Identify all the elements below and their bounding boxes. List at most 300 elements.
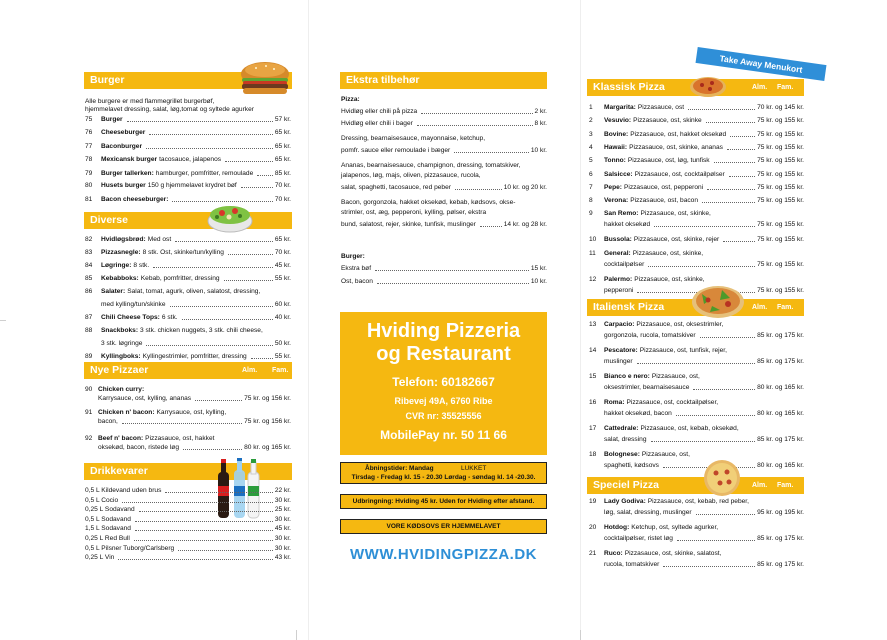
pizza-item: [604, 425, 741, 433]
item-name: Burger tallerken:: [101, 170, 154, 177]
address: Ribevej 49A, 6760 Ribe: [394, 396, 493, 406]
nye-pizzaer-title: Nye Pizzaer: [90, 364, 149, 376]
item-name: 1,5 L Sodavand: [85, 525, 131, 533]
menu-item: [101, 288, 262, 296]
drink-item: [85, 535, 291, 543]
pizza-item-cont: [604, 221, 804, 229]
burger-title: Burger: [90, 74, 125, 86]
menu-item: [101, 327, 265, 335]
pizza-item-cont: [604, 384, 804, 392]
drikkevarer-title: Drikkevarer: [90, 465, 148, 477]
item-number: 21: [589, 550, 597, 557]
dot-leader: [257, 175, 273, 176]
extra-item: [341, 120, 547, 128]
restaurant-name-2: og Restaurant: [376, 343, 511, 365]
crop-mark: [580, 630, 581, 640]
item-name: Ruco:: [604, 550, 623, 557]
item-price: 2 kr.: [534, 108, 547, 115]
pizza-image: [700, 458, 744, 498]
item-price: 75 kr. og 156 kr.: [244, 395, 291, 402]
menu-item: [101, 182, 291, 190]
pizza-item: [604, 104, 804, 112]
burger-intro: hjemmelavet dressing, salat, løg,tomat og syltede agurker: [85, 106, 254, 113]
alm-label: Alm.: [752, 84, 768, 91]
pizza-image: [690, 280, 746, 320]
dot-leader: [228, 254, 273, 255]
restaurant-info-box: [340, 312, 547, 455]
item-desc: Pizzasauce, ost, oksestrimler,: [636, 321, 724, 328]
item-name: Pizzasnegle:: [101, 249, 141, 256]
pizza-item: [604, 373, 702, 381]
item-desc: med kylling/tun/skinke: [101, 301, 166, 308]
item-number: 77: [85, 143, 93, 150]
item-number: 78: [85, 156, 93, 163]
dot-leader: [714, 162, 755, 163]
dot-leader: [127, 121, 273, 122]
item-name: Beef n' bacon:: [98, 435, 144, 442]
alm-label: Alm.: [752, 304, 768, 311]
item-desc: cocktailpølser, ristet løg: [604, 535, 673, 542]
burger-intro: Alle burgere er med flammegrillet burgerbøf,: [85, 98, 215, 105]
drink-item: [85, 506, 291, 514]
dot-leader: [729, 176, 755, 177]
pizza-item: [604, 171, 804, 179]
dot-leader: [375, 270, 529, 271]
cvr-number: CVR nr: 35525556: [405, 411, 482, 421]
item-price: 55 kr.: [274, 353, 291, 360]
dot-leader: [663, 566, 755, 567]
menu-item-cont: [98, 444, 291, 452]
item-name: San Remo:: [604, 210, 639, 218]
phone-number: Telefon: 60182667: [392, 375, 495, 389]
fam-label: Fam.: [777, 84, 794, 91]
extra-item: [341, 162, 523, 170]
dot-leader: [706, 122, 755, 123]
item-name: strimler, ost, æg, pepperoni, kylling, pølser, ekstra: [341, 209, 487, 216]
item-number: 89: [85, 353, 93, 360]
item-number: 20: [589, 524, 597, 531]
dot-leader: [688, 109, 755, 110]
item-name: Tonno:: [604, 157, 626, 165]
item-price: 8 kr.: [534, 120, 547, 127]
pizza-item: [604, 236, 804, 244]
dot-leader: [723, 241, 755, 242]
item-desc: 8 stk.: [133, 262, 150, 269]
item-number: 19: [589, 498, 597, 505]
item-desc: Salat, tomat, agurk, oliven, salatost, dressing,: [127, 288, 261, 295]
pizza-item-cont: [604, 332, 804, 340]
item-price: 45 kr.: [274, 262, 291, 269]
menu-item: [101, 170, 291, 178]
dot-leader: [135, 521, 273, 522]
dot-leader: [637, 363, 755, 364]
item-name: 0,25 L Vin: [85, 554, 115, 562]
item-number: 9: [589, 210, 593, 218]
item-name: Salsicce:: [604, 170, 633, 178]
item-name: Husets burger: [101, 182, 146, 189]
item-name: Kebabboks:: [101, 275, 139, 282]
item-price: 65 kr.: [274, 143, 291, 150]
item-price: 55 kr.: [274, 275, 291, 282]
item-name: Bianco e nero:: [604, 373, 650, 380]
dot-leader: [480, 226, 502, 227]
item-number: 2: [589, 117, 593, 125]
item-desc: 3 stk. chicken nuggets, 3 stk. chili cheese,: [140, 327, 263, 334]
extra-item: [341, 199, 517, 207]
item-desc: Pizzasauce, ost: [637, 104, 685, 111]
item-number: 10: [589, 236, 597, 244]
item-number: 14: [589, 347, 597, 354]
dot-leader: [702, 202, 755, 203]
item-desc: salat, dressing: [604, 436, 647, 443]
pizza-item-cont: [604, 535, 804, 543]
fold-line: [580, 0, 581, 640]
extra-item: [341, 108, 547, 116]
item-name: Hotdog:: [604, 524, 630, 531]
pizza-item: [604, 117, 804, 125]
dot-leader: [135, 530, 273, 531]
item-price: 95 kr. og 195 kr.: [757, 509, 804, 516]
item-price: 75 kr. og 155 kr.: [757, 117, 804, 125]
opening-hours-box: [340, 462, 547, 484]
item-price: 85 kr. og 175 kr.: [757, 535, 804, 542]
item-number: 83: [85, 249, 93, 256]
extra-item: [341, 184, 547, 192]
menu-item: [101, 262, 291, 270]
dot-leader: [178, 550, 273, 551]
item-name: Bovine:: [604, 130, 629, 138]
opening-hours-week: Tirsdag - Fredag kl. 15 - 20.30 Lørdag - søndag kl. 14 -20.30.: [351, 474, 536, 481]
item-price: 75 kr. og 155 kr.: [757, 221, 804, 229]
item-number: 91: [85, 409, 93, 416]
item-name: 0,25 L Red Bull: [85, 535, 130, 542]
pizza-item: [604, 210, 713, 218]
item-number: 17: [589, 425, 597, 432]
item-desc: Karrysauce, ost, kylling,: [156, 409, 227, 416]
item-number: 16: [589, 399, 597, 406]
item-price: 30 kr.: [274, 496, 291, 504]
item-price: 75 kr. og 155 kr.: [757, 183, 804, 191]
item-name: Snackboks:: [101, 327, 139, 334]
menu-item: [101, 236, 291, 244]
dot-leader: [134, 540, 273, 541]
drink-item: [85, 516, 291, 524]
item-desc: Pizzasauce, ost, cocktailpølser: [634, 170, 725, 178]
item-name: Hvidløg eller chili på pizza: [341, 108, 418, 115]
dot-leader: [727, 149, 755, 150]
item-number: 6: [589, 170, 593, 178]
pizza-item: [604, 250, 705, 258]
item-desc: Pizzasauce, ost,: [641, 451, 690, 458]
drink-item: [85, 497, 291, 505]
item-price: 65 kr.: [274, 156, 291, 163]
dot-leader: [153, 267, 273, 268]
item-desc: oksekød, bacon, ristede løg: [98, 444, 179, 451]
item-desc: Pizzasauce, ost, bacon: [630, 197, 698, 205]
item-price: 25 kr.: [274, 506, 291, 514]
item-price: 50 kr.: [274, 340, 291, 347]
drink-item: [85, 487, 291, 495]
item-number: 80: [85, 182, 93, 189]
menu-item: [101, 116, 291, 124]
item-desc: Pizzasauce, ost, hakket oksekød: [630, 130, 727, 138]
item-desc: pepperoni: [604, 286, 634, 294]
item-price: 10 kr.: [530, 278, 547, 285]
diverse-title: Diverse: [90, 214, 128, 226]
item-desc: Pizzasauce, ost, hakket: [145, 435, 215, 442]
pizza-item: [604, 144, 804, 152]
menu-item: [98, 386, 146, 394]
item-name: Chicken curry:: [98, 386, 145, 393]
alm-label: Alm.: [752, 482, 768, 489]
dot-leader: [149, 134, 273, 135]
pizza-item-cont: [604, 436, 804, 444]
item-name: Mexicansk burger: [101, 156, 158, 163]
pizza-item: [604, 157, 804, 165]
extra-item: [341, 278, 547, 286]
item-number: 82: [85, 236, 93, 243]
item-price: 70 kr.: [274, 196, 291, 203]
item-name: Ananas, bearnaisesauce, champignon, dressing, tomatskiver,: [341, 162, 521, 169]
item-desc: cocktailpølser: [604, 260, 645, 268]
dot-leader: [654, 226, 755, 227]
ekstra-burger-label: Burger:: [341, 253, 365, 260]
item-name: 0,5 L Kildevand uden brus: [85, 487, 162, 494]
mobilepay-number: MobilePay nr. 50 11 66: [380, 428, 507, 442]
dot-leader: [455, 189, 502, 190]
menu-item-cont: [101, 301, 291, 309]
item-desc: tacosauce, jalapenos: [159, 156, 222, 163]
menu-item-cont: [98, 418, 291, 426]
dot-leader: [225, 161, 273, 162]
item-price: 30 kr.: [274, 544, 291, 552]
dot-leader: [139, 511, 273, 512]
item-price: 40 kr.: [274, 314, 291, 321]
item-name: Hawaii:: [604, 143, 628, 151]
dot-leader: [676, 415, 755, 416]
item-desc: 150 g hjemmelavet krydret bøf: [147, 182, 237, 189]
item-number: 87: [85, 314, 93, 321]
item-name: Carpacio:: [604, 321, 635, 328]
item-name: pomfr. sauce eller remoulade i bæger: [341, 147, 451, 154]
item-price: 70 kr.: [274, 182, 291, 189]
pizza-item: [604, 524, 720, 532]
item-price: 75 kr. og 156 kr.: [244, 418, 291, 425]
item-desc: muslinger: [604, 358, 633, 365]
menu-item-cont: [98, 395, 291, 403]
item-price: 75 kr. og 155 kr.: [757, 157, 804, 165]
extra-item: [341, 135, 487, 143]
website-link[interactable]: WWW.HVIDINGPIZZA.DK: [350, 546, 537, 563]
extra-item: [341, 172, 483, 180]
menu-item: [101, 314, 291, 322]
item-price: 85 kr. og 175 kr.: [757, 436, 804, 443]
dot-leader: [251, 358, 273, 359]
item-number: 11: [589, 249, 596, 257]
item-desc: Pizzasauce, ost, skinke: [633, 117, 702, 125]
item-name: Bussola:: [604, 236, 632, 244]
menu-item: [98, 409, 228, 417]
item-price: 30 kr.: [274, 515, 291, 523]
italiensk-title: Italiensk Pizza: [593, 301, 665, 313]
item-desc: spaghetti, kødsovs: [604, 462, 659, 469]
dot-leader: [195, 400, 242, 401]
item-price: 65 kr.: [274, 129, 291, 136]
item-desc: Pizzasauce, ost, skinke, ananas: [629, 143, 723, 151]
item-number: 18: [589, 451, 597, 458]
dot-leader: [693, 389, 755, 390]
item-desc: oksestrimler, bearnaisesauce: [604, 384, 690, 391]
pizza-item-cont: [604, 261, 804, 269]
item-desc: Med ost: [147, 236, 172, 243]
item-name: 0,25 L Sodavand: [85, 506, 135, 514]
item-desc: Pizzasauce, ost, pepperoni: [623, 183, 704, 191]
item-number: 86: [85, 288, 93, 295]
item-desc: Ketchup, ost, syltede agurker,: [631, 524, 719, 531]
speciel-title: Speciel Pizza: [593, 479, 659, 491]
menu-item: [101, 196, 291, 204]
item-name: Chicken n' bacon:: [98, 409, 155, 416]
pizza-item: [604, 347, 729, 355]
item-name: Pescatore:: [604, 347, 638, 354]
item-price: 75 kr. og 155 kr.: [757, 170, 804, 178]
item-desc: Pizzasauce, ost, tunfisk, rejer,: [639, 347, 727, 354]
ekstra-header: [340, 72, 547, 89]
item-price: 80 kr. og 165 kr.: [244, 444, 291, 451]
item-price: 75 kr. og 155 kr.: [757, 143, 804, 151]
menu-item: [101, 275, 291, 283]
item-number: 75: [85, 116, 93, 123]
item-number: 90: [85, 386, 93, 393]
dot-leader: [122, 502, 273, 503]
item-name: 0,5 L Pilsner Tuborg/Carlsberg: [85, 544, 175, 552]
drink-item: [85, 554, 291, 562]
item-number: 3: [589, 130, 593, 138]
dot-leader: [183, 449, 242, 450]
item-number: 12: [589, 275, 597, 283]
fam-label: Fam.: [777, 304, 794, 311]
item-price: 75 kr. og 155 kr.: [757, 286, 804, 294]
dot-leader: [182, 319, 273, 320]
ekstra-pizza-label: Pizza:: [341, 96, 360, 103]
fam-label: Fam.: [777, 482, 794, 489]
nye-pizzaer-header: [84, 362, 292, 379]
dot-leader: [377, 283, 529, 284]
item-price: 45 kr.: [274, 525, 291, 533]
item-desc: hakket oksekød, bacon: [604, 410, 672, 417]
dot-leader: [730, 136, 755, 137]
item-name: Margarita:: [604, 104, 636, 111]
item-desc: Pizzasauce, ost, kebab, red peber,: [647, 498, 749, 505]
item-price: 65 kr.: [274, 236, 291, 243]
pizza-item: [604, 399, 720, 407]
pizza-item: [604, 321, 725, 329]
item-name: Burger: [101, 116, 123, 123]
restaurant-name: Hviding Pizzeria: [366, 320, 521, 342]
item-price: 85 kr. og 175 kr.: [757, 332, 804, 339]
dot-leader: [648, 266, 755, 267]
item-name: Cheeseburger: [101, 129, 146, 136]
dot-leader: [696, 514, 755, 515]
item-desc: Pizzasauce, ost,: [651, 373, 700, 380]
item-desc: 6 stk.: [161, 314, 178, 321]
pizza-item-cont: [604, 509, 804, 517]
salad-image: [205, 195, 255, 235]
item-name: Hvidløg eller chili i bager: [341, 120, 413, 127]
menu-item: [101, 353, 291, 361]
pizza-image: [688, 74, 728, 98]
item-desc: hakket oksekød: [604, 221, 651, 229]
pizza-item: [604, 498, 751, 506]
menu-item: [101, 129, 291, 137]
item-name: Lady Godiva:: [604, 498, 646, 505]
item-name: Roma:: [604, 399, 625, 406]
dot-leader: [417, 125, 533, 126]
diverse-header: [84, 212, 292, 229]
item-price: 75 kr. og 155 kr.: [757, 130, 804, 138]
item-number: 92: [85, 435, 93, 442]
pizza-item-cont: [604, 561, 804, 569]
item-name: Bacon, gorgonzola, hakket oksekød, kebab, kødsovs, okse-: [341, 199, 516, 206]
kodsovs-note: VORE KØDSOVS ER HJEMMELAVET: [340, 519, 547, 534]
extra-item: [341, 147, 547, 155]
item-price: 75 kr. og 155 kr.: [757, 197, 804, 205]
item-desc: Pizzasauce, ost, skinke, salatost,: [624, 550, 722, 557]
extra-item: [341, 221, 547, 229]
item-name: Salater:: [101, 288, 126, 295]
item-number: 15: [589, 373, 597, 380]
item-name: bund, salatost, rejer, skinke, tunfisk, muslinger: [341, 221, 476, 228]
take-away-ribbon: Take Away Menukort: [696, 47, 827, 81]
pizza-item: [604, 197, 804, 205]
dot-leader: [118, 559, 273, 560]
item-desc: Pizzasauce, ost, skinke,: [632, 249, 704, 257]
item-price: 85 kr. og 175 kr.: [757, 358, 804, 365]
item-name: Bolognese:: [604, 451, 640, 458]
item-price: 70 kr.: [274, 249, 291, 256]
item-price: 57 kr.: [274, 116, 291, 123]
item-name: Vesuvio:: [604, 117, 632, 125]
dot-leader: [224, 280, 273, 281]
opening-hours-closed: LUKKET: [461, 465, 487, 472]
item-name: Baconburger: [101, 143, 143, 150]
item-name: Pepe:: [604, 183, 622, 191]
item-number: 76: [85, 129, 93, 136]
dot-leader: [700, 337, 755, 338]
item-desc: Pizzasauce, ost, skinke,: [634, 275, 705, 283]
dot-leader: [175, 241, 273, 242]
item-name: 0,5 L Cocio: [85, 496, 119, 504]
item-price: 75 kr. og 155 kr.: [757, 236, 804, 244]
item-desc: Pizzasauce, ost, løg, tunfisk: [627, 157, 710, 165]
fold-line: [308, 0, 309, 640]
item-number: 13: [589, 321, 597, 328]
extra-item: [341, 209, 488, 217]
dot-leader: [122, 423, 242, 424]
item-name: Løgringe:: [101, 262, 132, 269]
dot-leader: [454, 152, 529, 153]
item-number: 4: [589, 143, 593, 151]
drink-item: [85, 545, 291, 553]
item-price: 80 kr. og 165 kr.: [757, 462, 804, 469]
menu-item: [101, 143, 291, 151]
item-number: 85: [85, 275, 93, 282]
item-desc: Kyllingestrimler, pomfritter, dressing: [142, 353, 247, 360]
item-price: 85 kr.: [274, 170, 291, 177]
pizza-item-cont: [604, 358, 804, 366]
alm-label: Alm.: [242, 367, 258, 374]
item-desc: Karrysauce, ost, kylling, ananas: [98, 395, 192, 402]
